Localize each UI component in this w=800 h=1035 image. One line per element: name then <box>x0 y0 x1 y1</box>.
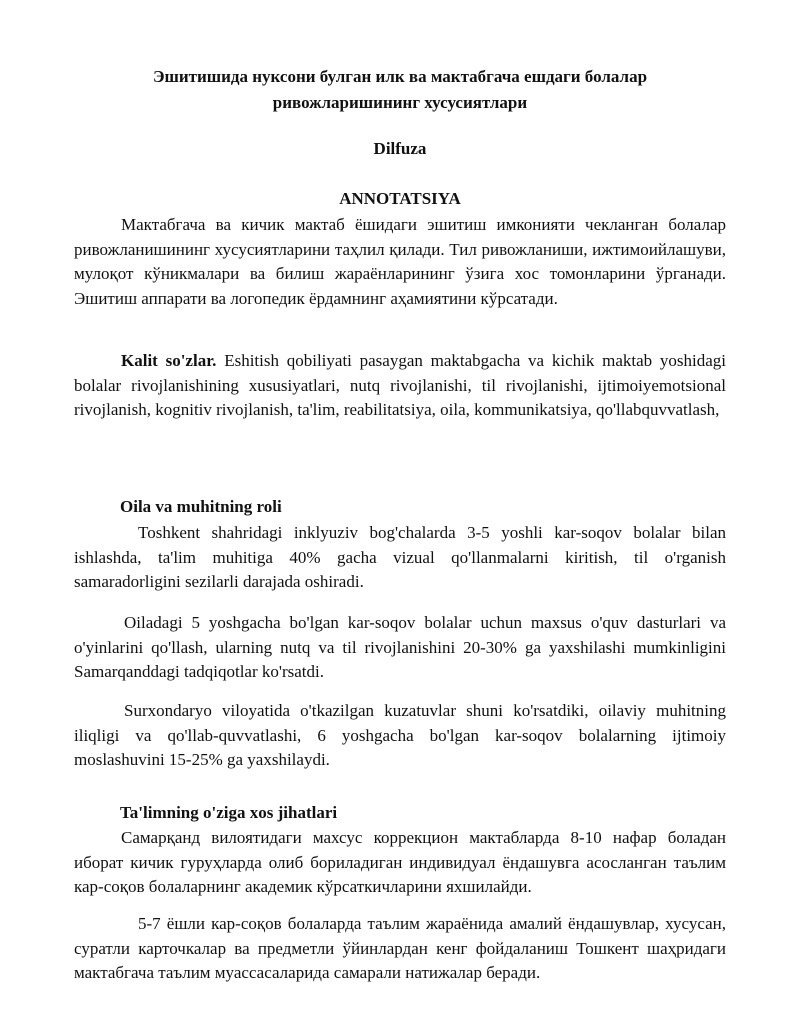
section-heading-family: Oila va muhitning roli <box>120 497 282 516</box>
keywords-text: Eshitish qobiliyati pasaygan maktabgacha va kichik maktab yoshidagi bolalar rivojlanishining xususiyatlari, nutq rivojlanishi, til rivojlanishi, ijtimoiyemotsional rivojlanish, kognitiv rivojlanish, ta'lim, reabilitatsiya, oila, kommunikatsiya, qo'llabquvvatlash, <box>74 351 726 419</box>
title-line-2: ривожларишининг хусусиятлари <box>272 93 528 112</box>
keywords-label: Kalit so'zlar. <box>121 351 217 370</box>
section2-paragraph-1: Самарқанд вилоятидаги махсус коррекцион мактабларда 8-10 нафар боладан иборат кичик гуруҳларда олиб бориладиган индивидуал ёндашувга асосланган таълим кар-соқов болаларнинг академик кўрсаткичларини яхшилайди. <box>74 828 726 896</box>
annotation-text: Мактабгача ва кичик мактаб ёшидаги эшитиш имконияти чекланган болалар ривожланишининг хусусиятларини таҳлил қилади. Тил ривожланиши, ижтимоийлашуви, мулоқот кўникмалари ва билиш жараёнларининг ўзига хос томонларини ўрганади. Эшитиш аппарати ва логопедик ёрдамнинг аҳамиятини кўрсатади. <box>74 215 726 308</box>
keywords-paragraph <box>74 349 726 423</box>
section1-paragraph-1: Toshkent shahridagi inklyuziv bog'chalarda 3-5 yoshli kar-soqov bolalar bilan ishlashda, ta'lim muhitiga 40% gacha vizual qo'llanmalarni kiritish, til o'rganish samaradorligini sezilarli darajada oshiradi. <box>74 523 726 591</box>
section-heading-education: Ta'limning o'ziga xos jihatlari <box>120 803 338 822</box>
author-name: Dilfuza <box>373 139 427 158</box>
document-title <box>74 64 726 116</box>
annotation-heading: ANNOTATSIYA <box>339 189 461 208</box>
section1-paragraph-3: Surxondaryo viloyatida o'tkazilgan kuzatuvlar shuni ko'rsatdiki, oilaviy muhitning iliqligi va qo'llab-quvvatlashi, 6 yoshgacha bo'lgan kar-soqov bolalarning ijtimoiy moslashuvini 15-25% ga yaxshilaydi. <box>74 701 726 769</box>
section1-paragraph-2: Oiladagi 5 yoshgacha bo'lgan kar-soqov bolalar uchun maxsus o'quv dasturlari va o'yinlarini qo'llash, ularning nutq va til rivojlanishini 20-30% ga yaxshilashi mumkinligini Samarqanddagi tadqiqotlar ko'rsatdi. <box>74 613 726 681</box>
section2-paragraph-2: 5-7 ёшли кар-соқов болаларда таълим жараёнида амалий ёндашувлар, хусусан, суратли карточкалар ва предметли ўйинлардан кенг фойдаланиш Тошкент шаҳридаги мактабгача таълим муассасаларида самарали натижалар беради. <box>74 914 726 982</box>
title-line-1: Эшитишида нуксони булган илк ва мактабгача ешдаги болалар <box>152 67 648 86</box>
